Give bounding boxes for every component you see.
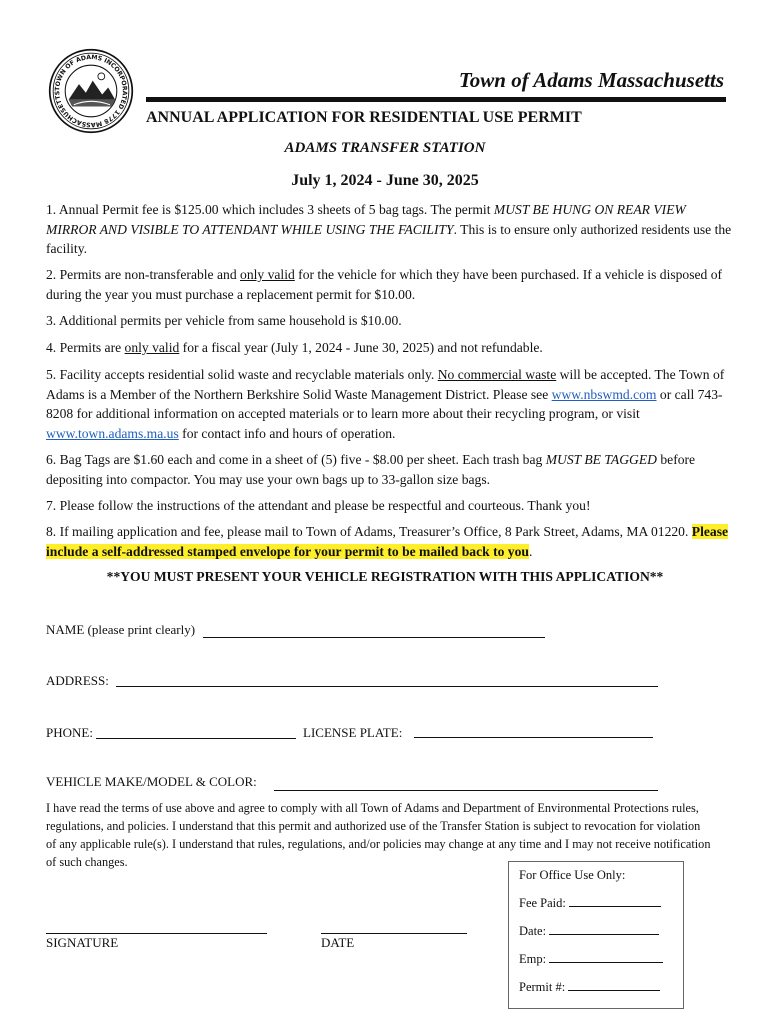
name-label: NAME (please print clearly) (46, 622, 196, 637)
nbswmd-link[interactable]: www.nbswmd.com (551, 386, 657, 402)
office-fee-field[interactable] (569, 906, 661, 907)
office-permit-row (519, 980, 660, 995)
rule-7-text: 7. Please follow the instructions of the attendant and please be respectful and courteous. Thank you! (46, 498, 591, 513)
date-label: DATE (321, 935, 355, 950)
rule-1-text-end: . This is to ensure only authorized residents use the facility. (46, 221, 732, 256)
rule-5 (46, 365, 736, 443)
office-date-row (519, 924, 659, 939)
rule-4-text: 4. Permits are (46, 340, 125, 355)
rule-7 (46, 496, 736, 516)
town-seal-icon (48, 48, 134, 134)
rule-4-underline: only valid (124, 340, 180, 355)
office-permit-field[interactable] (568, 990, 660, 991)
town-website-link[interactable]: www.town.adams.ma.us (46, 425, 179, 441)
rule-3 (46, 311, 736, 331)
date-field[interactable] (321, 933, 467, 934)
office-fee-row (519, 896, 661, 911)
rule-6 (46, 450, 736, 489)
signature-field[interactable] (46, 933, 267, 934)
office-fee-label: Fee Paid: (519, 896, 566, 910)
vehicle-field[interactable] (274, 790, 658, 791)
rule-8-text: 8. If mailing application and fee, please mail to Town of Adams, Treasurer’s Office, 8 Park Street, Adams, MA 01220. (46, 524, 692, 539)
rule-2-text-end: for the vehicle for which they have been purchased. If a vehicle is disposed of during the year you must purchase a replacement permit for $10.00. (46, 267, 723, 302)
rule-3-text: 3. Additional permits per vehicle from same household is $10.00. (46, 313, 402, 328)
rule-5-text: 5. Facility accepts residential solid waste and recyclable materials only. (46, 367, 438, 382)
office-emp-row (519, 952, 663, 967)
phone-field[interactable] (96, 738, 296, 739)
rule-2 (46, 265, 736, 304)
form-title: ANNUAL APPLICATION FOR RESIDENTIAL USE PERMIT (146, 109, 582, 126)
permit-period: July 1, 2024 - June 30, 2025 (291, 172, 479, 189)
rule-2-text: 2. Permits are non-transferable and (46, 267, 241, 282)
vehicle-label: VEHICLE MAKE/MODEL & COLOR: (46, 774, 257, 789)
rule-5-text-2: will be accepted. The Town of Adams is a Member of the Northern Berkshire Solid Waste Management District. Please see (46, 367, 725, 402)
header-rule (146, 97, 726, 102)
rule-1 (46, 200, 736, 259)
office-use-box (508, 861, 684, 1009)
license-plate-field[interactable] (414, 737, 653, 738)
rule-2-underline: only valid (240, 267, 295, 282)
office-emp-field[interactable] (549, 962, 663, 963)
address-label: ADDRESS: (46, 673, 109, 688)
rule-1-text: 1. Annual Permit fee is $125.00 which includes 3 sheets of 5 bag tags. The permit (46, 202, 494, 217)
seal-text: TOWN OF ADAMS INCORPORATED 1778 MASSACHUSETTS (54, 54, 128, 128)
rule-5-text-3: or call 743-8208 for additional information on accepted materials or to learn more about their recycling program, or visit (46, 386, 723, 421)
rule-8-text-end: . (528, 543, 533, 559)
agreement-text: I have read the terms of use above and agree to comply with all Town of Adams and Department of Environmental Protections rules, regulations, and policies. I understand that this permit and authorized use of the Transfer Station is subject to revocation for violation of any applicable rule(s). I understand that rules, regulations, and/or policies may change at any time and I may not receive notification of such changes. (46, 801, 711, 869)
office-emp-label: Emp: (519, 952, 547, 966)
rule-6-emphasis: MUST BE TAGGED (545, 452, 657, 467)
rule-4-text-end: for a fiscal year (July 1, 2024 - June 30, 2025) and not refundable. (179, 340, 543, 355)
license-plate-label: LICENSE PLATE: (303, 725, 403, 740)
rule-4 (46, 338, 736, 358)
address-field[interactable] (116, 686, 658, 687)
rule-8 (46, 522, 736, 561)
rule-5-underline: No commercial waste (437, 367, 557, 382)
office-date-label: Date: (519, 924, 547, 938)
station-name: ADAMS TRANSFER STATION (284, 140, 486, 156)
phone-label: PHONE: (46, 725, 93, 740)
rule-8-highlight: Please include a self-addressed stamped envelope for your permit to be mailed back to you (46, 524, 729, 559)
office-permit-label: Permit #: (519, 980, 566, 994)
registration-notice: **YOU MUST PRESENT YOUR VEHICLE REGISTRATION WITH THIS APPLICATION** (106, 569, 664, 584)
office-title: For Office Use Only: (519, 868, 626, 882)
rule-1-emphasis: MUST BE HUNG ON REAR VIEW MIRROR AND VISIBLE TO ATTENDANT WHILE USING THE FACILITY (46, 202, 686, 237)
signature-label: SIGNATURE (46, 935, 119, 950)
rule-6-text: 6. Bag Tags are $1.60 each and come in a sheet of (5) five - $8.00 per sheet. Each trash bag (46, 452, 546, 467)
rule-5-text-end: for contact info and hours of operation. (178, 425, 396, 441)
name-field[interactable] (203, 637, 545, 638)
office-date-field[interactable] (549, 934, 659, 935)
town-title: Town of Adams Massachusetts (458, 68, 724, 92)
rule-6-text-end: before depositing into compactor. You may use your own bags up to 33-gallon size bags. (46, 452, 696, 487)
